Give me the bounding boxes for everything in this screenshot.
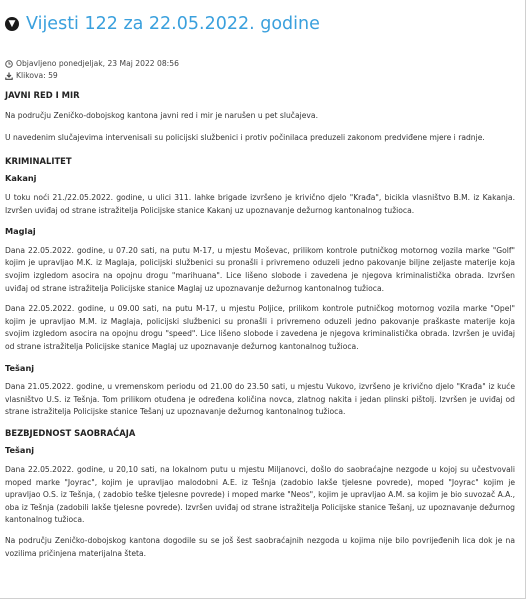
download-icon <box>5 72 13 80</box>
subheading-tesanj-2: Tešanj <box>5 445 35 456</box>
chevron-down-icon[interactable]: ▼ <box>5 17 19 31</box>
section-heading-bezbjednost: BEZBJEDNOST SAOBRAĆAJA <box>5 427 136 438</box>
paragraph: Na području Zeničko-dobojskog kantona javni red i mir je narušen u pet slučajeva. <box>5 110 318 120</box>
subheading-maglaj: Maglaj <box>5 226 36 237</box>
section-heading-javni-red: JAVNI RED I MIR <box>5 90 80 100</box>
article-title: Vijesti 122 za 22.05.2022. godine <box>26 14 320 34</box>
hits-count: Klikova: 59 <box>16 71 58 80</box>
section-heading-kriminalitet: KRIMINALITET <box>5 155 72 166</box>
paragraph: U toku noći 21./22.05.2022. godine, u ulici 311. lahke brigade izvršeno je krivično djelo "Krađa", bicikla vlasništvo B.M. iz Kakanja. Izvršen uviđaj od strane istražitelja Policijske stanice Kakanj uz upoznavanje dežurnog kantonalnog tužioca. <box>5 192 515 215</box>
article-header <box>5 12 520 36</box>
paragraph: U navedenim slučajevima intervenisali su policijski službenici i protiv počinilaca preduzeli zakonom predviđene mjere i radnje. <box>5 133 485 143</box>
paragraph: Dana 22.05.2022. godine, u 09.00 sati, na putu M-17, u mjestu Poljice, prilikom kontrole putničkog motornog vozila marke "Opel" kojim je upravljao M.M. iz Maglaja, policijski službenici su pronašli i privremeno oduzeli jedno pakovanje praškaste materije koja svojim izgledom asocira na opojnu drogu "speed". Lice lišeno slobode i zavedena je njegova kriminalistička obrada. Izvršen je uviđaj od strane istražitelja Policijske stanice Maglaj uz upoznavanje dežurnog kantonalnog tužioca. <box>5 304 515 351</box>
paragraph: Na području Zeničko-dobojskog kantona dogodile su se još šest saobraćajnih nezgoda u kojima nije bilo povrijeđenih lica dok je na vozilima pričinjena materijalna šteta. <box>5 536 515 558</box>
paragraph: Dana 21.05.2022. godine, u vremenskom periodu od 21.00 do 23.50 sati, u mjestu Vukovo, izvršeno je krivično djelo "Krađa" iz kuće vlasništvo U.S. iz Tešnja. Tom prilikom otuđena je određena količina novca, zlatnog nakita i jedan plinski pištolj. Izvršen je uviđaj od strane istražitelja Policijske stanice Tešanj uz upoznavanje dežurnog kantonalnog tužioca. <box>5 382 515 417</box>
hits-row <box>5 70 179 82</box>
subheading-kakanj: Kakanj <box>5 173 37 184</box>
paragraph: Dana 22.05.2022. godine, u 20,10 sati, na lokalnom putu u mjestu Miljanovci, došlo do saobraćajne nezgode u kojoj su učestvovali moped marke "Joyrac", kojim je upravljao malodobni A.E. iz Tešnja (zadobio lakše tjelesne povrede), moped "Joyrac" kojim je upravljao O.S. iz Tešnja, ( zadobio teške tjelesne povrede) i moped marke "Neos", kojim je upravljao A.M. sa kojim je bio suvozač A.A., oba iz Tešnja (zadobili lakše tjelesne povrede). Izvršen uviđaj od strane istražitelja Policijske stanice Tešanj, uz upoznavanje dežurnog kantonalnog tužioca. <box>5 465 515 525</box>
published-row <box>5 58 179 70</box>
published-date: Objavljeno ponedjeljak, 23 Maj 2022 08:56 <box>16 59 179 68</box>
article-meta <box>5 58 179 82</box>
clock-icon <box>5 60 13 68</box>
subheading-tesanj: Tešanj <box>5 362 35 373</box>
paragraph: Dana 22.05.2022. godine, u 07.20 sati, na putu M-17, u mjestu Moševac, prilikom kontrole putničkog motornog vozila marke "Golf" kojim je upravljao M.K. iz Maglaja, policijski službenici su pronašli i privremeno oduzeli jedno pakovanje biljne zeljaste materije koja svojim izgledom asocira na opojnu drogu "marihuana". Lice lišeno slobode i zavedena je njegova kriminalistička obrada. Izvršen uviđaj od strane istražitelja Policijske stanice Maglaj uz upoznavanje dežurnog kantonalnog tužioca. <box>5 245 515 293</box>
article-body <box>5 89 515 560</box>
